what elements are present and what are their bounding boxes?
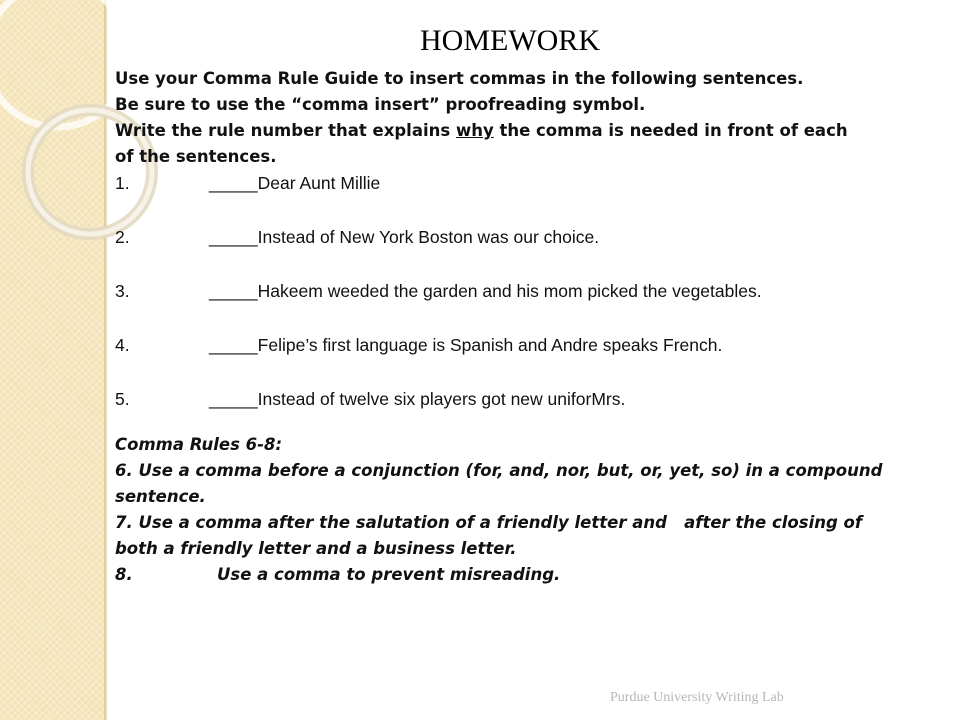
item-text: Felipe’s first language is Spanish and Andre speaks French. (257, 335, 723, 355)
rule-7-line-1: 7. Use a comma after the salutation of a friendly letter and after the closing of (115, 513, 863, 532)
instruction-line-4: of the sentences. (115, 147, 277, 166)
sentence-item-2 (115, 224, 905, 250)
item-text: Hakeem weeded the garden and his mom picked the vegetables. (257, 281, 762, 301)
instruction-line-2: Be sure to use the “comma insert” proofreading symbol. (115, 95, 646, 114)
item-blank: _____ (209, 227, 258, 247)
instruction-line-3 (115, 118, 905, 144)
rule-7-line-2: both a friendly letter and a business letter. (115, 539, 517, 558)
item-number: 4. (115, 335, 130, 355)
item-blank: _____ (209, 173, 258, 193)
item-blank: _____ (209, 335, 258, 355)
instruction-line-3-pre: Write the rule number that explains (115, 121, 456, 140)
instruction-line-3-post: the comma is needed in front of each (493, 121, 848, 140)
homework-content (115, 66, 905, 588)
sentence-item-3 (115, 278, 905, 304)
instruction-line-1: Use your Comma Rule Guide to insert commas in the following sentences. (115, 69, 804, 88)
rule-8-number: 8. (115, 565, 133, 584)
sentence-item-5 (115, 386, 905, 412)
item-text: Dear Aunt Millie (257, 173, 381, 193)
rule-8-text: Use a comma to prevent misreading. (217, 565, 561, 584)
rules-heading: Comma Rules 6-8: (115, 435, 283, 454)
rule-6-line-1: 6. Use a comma before a conjunction (for, and, nor, but, or, yet, so) in a compound (115, 461, 883, 480)
instruction-why-underlined: why (455, 121, 494, 140)
rule-8 (115, 562, 905, 588)
item-number: 1. (115, 173, 130, 193)
page-title: HOMEWORK (420, 24, 600, 57)
item-number: 2. (115, 227, 130, 247)
comma-rules (115, 432, 905, 588)
rule-6-line-2: sentence. (115, 487, 206, 506)
sentence-item-1 (115, 170, 905, 196)
item-blank: _____ (209, 281, 258, 301)
sentence-item-4 (115, 332, 905, 358)
footer-credit: Purdue University Writing Lab (610, 690, 784, 705)
item-number: 5. (115, 389, 130, 409)
item-text: Instead of New York Boston was our choice. (257, 227, 600, 247)
item-text: Instead of twelve six players got new uniforMrs. (257, 389, 626, 409)
item-blank: _____ (209, 389, 258, 409)
item-number: 3. (115, 281, 130, 301)
